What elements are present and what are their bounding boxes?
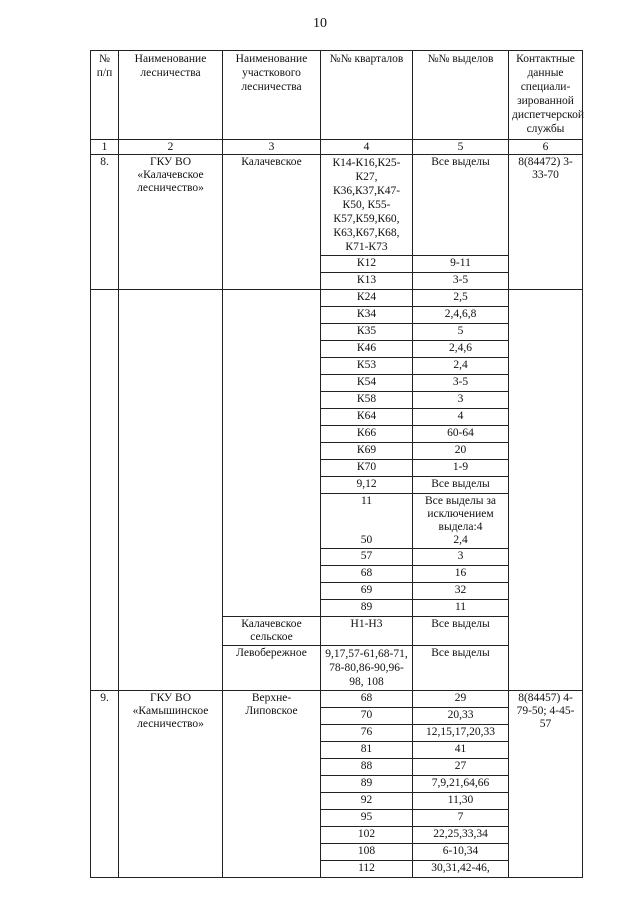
sections-cell: 11 bbox=[413, 600, 509, 617]
column-number: 4 bbox=[321, 140, 413, 155]
header-row bbox=[91, 51, 583, 140]
sections-cell: 16 bbox=[413, 566, 509, 583]
row-number: 8. bbox=[91, 155, 119, 290]
quarters-cell: К70 bbox=[321, 460, 413, 477]
quarters-cell: К69 bbox=[321, 443, 413, 460]
sections-cell: 30,31,42-46, bbox=[413, 861, 509, 878]
sections-cell: 12,15,17,20,33 bbox=[413, 725, 509, 742]
quarters-cell: 102 bbox=[321, 827, 413, 844]
sections-cell: Все выделы bbox=[413, 155, 509, 256]
quarters-cell: К35 bbox=[321, 324, 413, 341]
quarters-cell: 69 bbox=[321, 583, 413, 600]
quarters-cell: К64 bbox=[321, 409, 413, 426]
quarters-cell: 68 bbox=[321, 566, 413, 583]
sections-cell: 27 bbox=[413, 759, 509, 776]
quarters-cell: Н1-Н3 bbox=[321, 617, 413, 646]
column-number: 5 bbox=[413, 140, 509, 155]
quarters-cell: К34 bbox=[321, 307, 413, 324]
sections-cell: 20,33 bbox=[413, 708, 509, 725]
table-row bbox=[91, 290, 583, 307]
column-number-row bbox=[91, 140, 583, 155]
header-num: № п/п bbox=[91, 51, 119, 140]
quarters-cell: 88 bbox=[321, 759, 413, 776]
sections-cell: Все выделы bbox=[413, 617, 509, 646]
sections-cell: 3-5 bbox=[413, 273, 509, 290]
quarter-11: 11 bbox=[360, 495, 373, 507]
header-forestry: Наименование лесничества bbox=[119, 51, 223, 140]
header-contacts: Контактные данные специали-зированной диспетчерской службы bbox=[509, 51, 583, 140]
forestry-name: ГКУ ВО «Калачевское лесничество» bbox=[119, 155, 223, 290]
empty-cell bbox=[223, 290, 321, 617]
district-name: Левобережное bbox=[223, 646, 321, 691]
sections-cell: 2,4 bbox=[413, 358, 509, 375]
quarters-cell: 57 bbox=[321, 549, 413, 566]
page-number: 10 bbox=[313, 16, 327, 31]
quarters-cell: 112 bbox=[321, 861, 413, 878]
sections-cell: 3 bbox=[413, 392, 509, 409]
sections-cell: 9-11 bbox=[413, 256, 509, 273]
empty-cell bbox=[509, 290, 583, 691]
sections-cell: 6-10,34 bbox=[413, 844, 509, 861]
sections-cell: 11,30 bbox=[413, 793, 509, 810]
quarters-cell: 89 bbox=[321, 776, 413, 793]
forestry-table bbox=[90, 50, 583, 878]
quarter-50: 50 bbox=[360, 534, 373, 546]
row-number: 9. bbox=[91, 691, 119, 878]
quarters-cell: К66 bbox=[321, 426, 413, 443]
district-name: Верхне-Липовское bbox=[223, 691, 321, 878]
sections-cell: 20 bbox=[413, 443, 509, 460]
header-quarters: №№ кварталов bbox=[321, 51, 413, 140]
sections-cell: 7 bbox=[413, 810, 509, 827]
column-number: 6 bbox=[509, 140, 583, 155]
sections-cell: Все выделы bbox=[413, 646, 509, 691]
header-sections: №№ выделов bbox=[413, 51, 509, 140]
quarters-cell: К58 bbox=[321, 392, 413, 409]
quarters-cell: К13 bbox=[321, 273, 413, 290]
quarters-cell: К12 bbox=[321, 256, 413, 273]
sections-cell: 41 bbox=[413, 742, 509, 759]
quarters-cell bbox=[321, 494, 413, 549]
quarters-cell: 68 bbox=[321, 691, 413, 708]
sections-except: Все выделы за исключением выдела:4 bbox=[425, 495, 496, 533]
column-number: 3 bbox=[223, 140, 321, 155]
quarters-cell: 81 bbox=[321, 742, 413, 759]
sections-cell: 7,9,21,64,66 bbox=[413, 776, 509, 793]
quarters-cell: 89 bbox=[321, 600, 413, 617]
sections-cell bbox=[413, 494, 509, 549]
table-row bbox=[91, 155, 583, 256]
quarters-cell: К54 bbox=[321, 375, 413, 392]
sections-50: 2,4 bbox=[453, 534, 468, 546]
quarters-cell: 70 bbox=[321, 708, 413, 725]
quarters-cell: 95 bbox=[321, 810, 413, 827]
forestry-name: ГКУ ВО «Камышинское лесничество» bbox=[119, 691, 223, 878]
sections-cell: 32 bbox=[413, 583, 509, 600]
sections-cell: Все выделы bbox=[413, 477, 509, 494]
quarters-cell: К53 bbox=[321, 358, 413, 375]
sections-cell: 60-64 bbox=[413, 426, 509, 443]
quarters-cell: К14-К16,К25-К27, К36,К37,К47-К50, К55-К57,К59,К60, К63,К67,К68, К71-К73 bbox=[321, 155, 413, 256]
sections-cell: 1-9 bbox=[413, 460, 509, 477]
quarters-cell: К24 bbox=[321, 290, 413, 307]
sections-cell: 29 bbox=[413, 691, 509, 708]
column-number: 1 bbox=[91, 140, 119, 155]
spacer bbox=[324, 508, 409, 534]
quarters-cell: 9,12 bbox=[321, 477, 413, 494]
sections-cell: 4 bbox=[413, 409, 509, 426]
quarters-cell: 9,17,57-61,68-71, 78-80,86-90,96-98, 108 bbox=[321, 646, 413, 691]
column-number: 2 bbox=[119, 140, 223, 155]
header-district: Наименование участкового лесничества bbox=[223, 51, 321, 140]
quarters-cell: К46 bbox=[321, 341, 413, 358]
quarters-cell: 108 bbox=[321, 844, 413, 861]
empty-cell bbox=[91, 290, 119, 691]
sections-cell: 2,4,6 bbox=[413, 341, 509, 358]
district-name: Калачевское сельское bbox=[223, 617, 321, 646]
sections-cell: 2,4,6,8 bbox=[413, 307, 509, 324]
sections-cell: 5 bbox=[413, 324, 509, 341]
table-row bbox=[91, 691, 583, 708]
sections-cell: 22,25,33,34 bbox=[413, 827, 509, 844]
sections-cell: 3 bbox=[413, 549, 509, 566]
sections-cell: 2,5 bbox=[413, 290, 509, 307]
quarters-cell: 76 bbox=[321, 725, 413, 742]
contact-cell: 8(84457) 4-79-50; 4-45-57 bbox=[509, 691, 583, 878]
empty-cell bbox=[119, 290, 223, 691]
quarters-cell: 92 bbox=[321, 793, 413, 810]
contact-cell: 8(84472) 3-33-70 bbox=[509, 155, 583, 290]
sections-cell: 3-5 bbox=[413, 375, 509, 392]
district-name: Калачевское bbox=[223, 155, 321, 290]
